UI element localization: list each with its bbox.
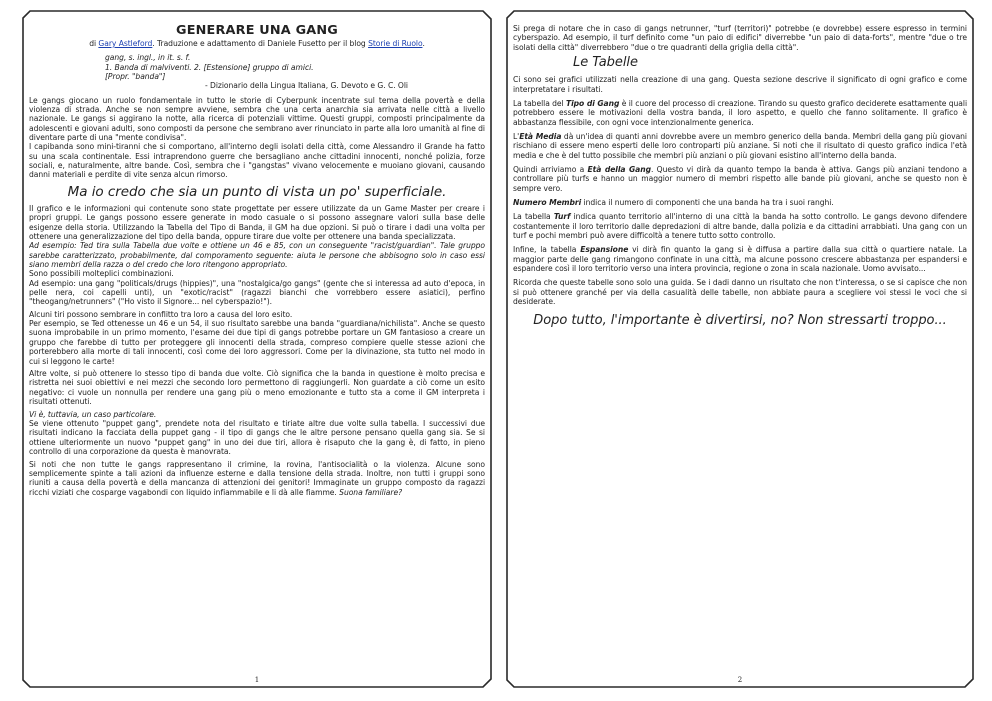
intro-paragraph: Le gangs giocano un ruolo fondamentale in tutto le storie di Cyberpunk incentrate sul tema della povertà e della violenza di strada. Anche se non sempre avviene, sembra che una certa anarchia sia arrivata nelle città a livello nazionale. Le gangs si aggirano la notte, alla ricerca di potenziali vittime. Questi gruppi, composti principalmente da adolescenti e giovani adulti, sono composti da persone che sembrano aver rinunciato in parte alla loro umanità al fine di diventare parte di una "mente condivisa". [29,95,485,143]
dict-line-1: gang, s. ingl., in it. s. f. [105,53,191,63]
paragraph-1: Il grafico e le informazioni qui contenute sono state progettate per essere utilizzate da un Game Master per creare i propri gruppi. Le gangs possono essere generate in modo casuale o si possono assegnare valori sulla base delle esigenze della storia. Utilizzando la Tabella del Tipo di Banda, il GM ha due opzioni. Si può o tirare i dadi una volta per ottenere una generalizzazione del tipo della banda, oppure tirare due volte per ottenere una banda specializzata. [29,203,485,241]
table-name-label: Età della Gang [587,164,651,174]
page-title: GENERARE UNA GANG [176,24,338,38]
paragraph-eta-media: L'Età Media dà un'idea di quanti anni dovrebbe avere un membro generico della banda. Membri della gang più giovani rischiano di essere meno esperti delle loro controparti più anziane. Si noti che il risultato di questo grafico indica l'età media e che è del tutto possibile che membri più anziani o più giovani esistino all'interno della banda. [513,131,967,160]
dictionary-quote [105,53,485,90]
page-1-content [29,24,485,670]
page-1 [22,10,492,688]
paragraph-4: Se viene ottenuto "puppet gang", prendete nota del risultato e tiriate altre due volte sulla tabella. I successivi due risultati indicano la facciata della puppet gang - il tipo di gangs che le altre persone pensano quella gang sia. Se si ottiene ulteriormente un nuovo "puppet gang" in uno dei due tiri, allora è risaputo che la gang è, di fatto, in pieno controllo di una corporazione da questa è manovrata. [29,418,485,456]
page-2-content [513,24,967,670]
paragraph-0: Si prega di notare che in caso di gangs netrunner, "turf (territori)" potrebbe (e dovrebbe) essere espresso in termini cyberspazio. Ad esempio, il turf definito come "un paio di edifici" diverrebbe "un paio di data-forts", mentre "due o tre isolati della città" diverrebbero "due o tre quadranti della griglia della città". [513,24,967,52]
dict-source-title: - Dizionario della Lingua Italiana [205,81,326,91]
dict-source [205,81,485,90]
paragraph-5-end: Suona familiare? [339,487,403,497]
paragraph-5-text: Si noti che non tutte le gangs rappresentano il crimine, la rovina, l'antisocialità o la violenza. Alcune sono semplicemente spinte a tali azioni da influenze esterne e dalla tensione della strada. Inoltre, non tutti i gruppi sono riuniti a causa della povertà e della mancanza di attenzioni dei genitori! Immaginate un gruppo composto da ragazzi ricchi viziati che cosparge vagabondi con liquido infiammabile e li dà alle fiamme. [29,459,485,497]
table-name-label: Numero Membri [513,198,582,207]
byline-middle: . Traduzione e adattamento di Daniele Fusetto per il blog [152,39,369,48]
byline [29,39,485,48]
paragraph-tipo-di-gang: La tabella del Tipo di Gang è il cuore del processo di creazione. Tirando su questo grafico deciderete esattamente quali potrebbero essere le motivazioni della vostra banda, il loro aspetto, e quello che fanno solitamente. Il grafico è abbastanza flessibile, con ogni voce intenzionalmente generica. [513,98,967,127]
intro-paragraph-2: I capibanda sono mini-tiranni che si comportano, all'interno degli isolati della città, come Alessandro il Grande ha fatto su una scala continentale. Essi intraprendono guerre che bersagliano anche cittadini innocenti, nonché polizia, forze sociali, e, naturalmente, altre bande. Così, sembra che i "gangstas" vivano velocemente e muoiano giovani, causando danni materiali e perdite di vite senza alcun rimorso. [29,142,485,180]
blog-link[interactable]: Storie di Ruolo [368,39,423,48]
paragraph-1-example: Ad esempio: Ted tira sulla Tabella due volte e ottiene un 46 e 85, con un conseguente "racist/guardian". Tale gruppo sarebbe caratterizzato, probabilmente, dal comporamento seguente: aiuta le persone che abbisogno solo in caso essi siano membri della razza o del credo che loro ritengono appropriato. [29,241,485,269]
table-name-label: Età Media [519,131,562,141]
paragraph-eta-della-gang: Quindi arriviamo a Età della Gang. Questo vi dirà da quanto tempo la banda è attiva. Gangs più anziani tendono a controllare più turfs e hanno un maggior numero di membri rispetto alle bande più giovani, anche se questo non è sempre vero. [513,164,967,193]
author-link[interactable]: Gary Astleford [98,39,153,48]
paragraph-1: Ci sono sei grafici utilizzati nella creazione di una gang. Questa sezione descrive il significato di ogni grafico e come interpretatare i risultati. [513,75,967,94]
paragraph-1-b: Sono possibili molteplici combinazioni. [29,269,174,279]
table-name-label: Turf [553,212,571,222]
table-name-label: Espansione [580,245,629,255]
section-heading: Ma io credo che sia un punto di vista un po' superficiale. [67,183,447,200]
page-number: 1 [254,676,260,684]
paragraph-2: Alcuni tiri possono sembrare in conflitto tra loro a causa del loro esito. [29,309,293,319]
paragraph-turf: La tabella Turf indica quanto territorio all'interno di una città la banda ha sotto controllo. Le gangs devono difendere costantemente il loro territorio dalle depredazioni di altre bande, dalla polizia e da cittadini arrabbiati. Una gang con un turf e pochi membri può avere difficoltà a tenere tutto sotto controllo. [513,212,967,241]
dict-source-authors: , G. Devoto e G. C. Oli [325,81,408,91]
byline-suffix: . [422,39,425,48]
paragraph-numero-membri: Numero Membri indica il numero di componenti che una banda ha tra i suoi ranghi. [513,198,834,207]
byline-prefix: di [89,39,99,48]
paragraph-reminder: Ricorda che queste tabelle sono solo una guida. Se i dadi danno un risultato che non t'interessa, o se si capisce che non si può ottenere granché per via della casualità delle tabelle, non abbiate paura a scegliere voi stessi le voci che si desiderate. [513,278,967,307]
closing-line: Dopo tutto, l'importante è divertirsi, no? Non stressarti troppo... [533,313,947,329]
table-name-label: Tipo di Gang [565,98,620,108]
paragraph-5 [29,460,485,497]
paragraph-2-b: Per esempio, se Ted ottenesse un 46 e un 54, il suo risultato sarebbe una banda "guardiana/nichilista". Anche se questo suona improbabile in un primo momento, l'esame dei due tipi di gangs potrebbe portare un GM fantasioso a creare un gruppo che farebbe di tutto per proteggere gli innocenti della strada, compreso compiere quelle stesse azioni che porterebbero alla morte di tali innocenti, così come dei loro aggressori. Come per la divinazione, sta tutto nel modo in cui si leggono le carte! [29,319,485,366]
dict-line-2: 1. Banda di malviventi. 2. [Estensione] gruppo di amici. [105,62,314,72]
section-heading: Le Tabelle [573,55,638,71]
page-2 [506,10,974,688]
page-number: 2 [737,676,743,684]
paragraph-4-head: Vi è, tuttavia, un caso particolare. [29,409,157,419]
paragraph-3: Altre volte, si può ottenere lo stesso tipo di banda due volte. Ciò significa che la banda in questione è molto precisa e ristretta nei suoi obiettivi e nei mezzi che secondo loro permettono di raggiungerli. Non guardate a ciò come un esito negativo: ci vuole un nonnulla per rendere una gang più o meno emozionante e tutto sta a come il GM interpreta i risultati ottenuti. [29,369,485,407]
dict-line-3: [Propr. "banda"] [105,72,166,82]
paragraph-1-c: Ad esempio: una gang "politicals/drugs (hippies)", una "nostalgica/go gangs" (gente che si interessa ad auto d'epoca, in pelle nera, coi capelli unti), un "exotic/racist" (ragazzi bianchi che vorrebbero essere asiatici), perfino "theogang/netrunners" ("Ho visto il Signore... nel cyberspazio!"). [29,278,485,307]
paragraph-espansione: Infine, la tabella Espansione vi dirà fin quanto la gang si è diffusa a partire dalla sua città o quartiere natale. La maggior parte delle gang rimangono confinate in una città, ma alcune possono crescere abbastanza per espandersi e espandere così il loro territorio verso una intera provincia, regione o zona in scala nazionale. Uomo avvisato... [513,245,967,274]
